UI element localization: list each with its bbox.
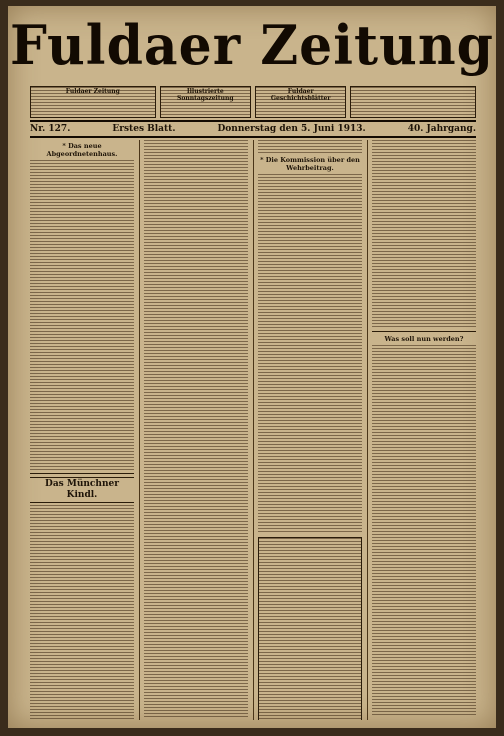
- column-2: [139, 140, 248, 720]
- masthead-info-bar: [30, 86, 476, 118]
- article-body-text: [258, 174, 362, 534]
- article-body-text: [372, 345, 476, 717]
- divider: [30, 473, 134, 474]
- volume-year: 40. Jahrgang.: [407, 124, 476, 134]
- advertising-info-box: [350, 86, 476, 118]
- article-body-text: [30, 505, 134, 720]
- boxed-notice: [258, 537, 362, 720]
- history-supplement-box: Fuldaer Geschichtsblätter: [255, 86, 346, 118]
- newspaper-page: [8, 6, 496, 728]
- article-heading-was-soll-nun-werden: Was soll nun werden?: [384, 335, 464, 343]
- subscription-info-box: Fuldaer Zeitung: [30, 86, 156, 118]
- column-4: [367, 140, 476, 720]
- article-body-text: [30, 160, 134, 470]
- article-heading-abgeordnetenhaus: * Das neue Abgeordnetenhaus.: [46, 142, 118, 158]
- article-heading-muenchner-kindl: Das Münchner Kindl.: [30, 477, 134, 503]
- sheet-label: Erstes Blatt.: [112, 124, 176, 134]
- dateline: [30, 120, 476, 138]
- newspaper-masthead: Fuldaer Zeitung: [10, 13, 494, 78]
- divider: [372, 331, 476, 332]
- supplement-info-box: Illustrierte Sonntagszeitung: [160, 86, 251, 118]
- column-3: [253, 140, 362, 720]
- article-body-text: [372, 140, 476, 328]
- article-columns: [30, 140, 476, 720]
- article-body-text: [258, 140, 362, 154]
- article-body-text: [144, 140, 248, 718]
- article-heading-wehrbeitrag: * Die Kommission über den Wehrbeitrag.: [260, 156, 360, 172]
- column-1: [30, 140, 134, 720]
- issue-date: Donnerstag den 5. Juni 1913.: [217, 124, 366, 134]
- issue-number: Nr. 127.: [30, 124, 71, 134]
